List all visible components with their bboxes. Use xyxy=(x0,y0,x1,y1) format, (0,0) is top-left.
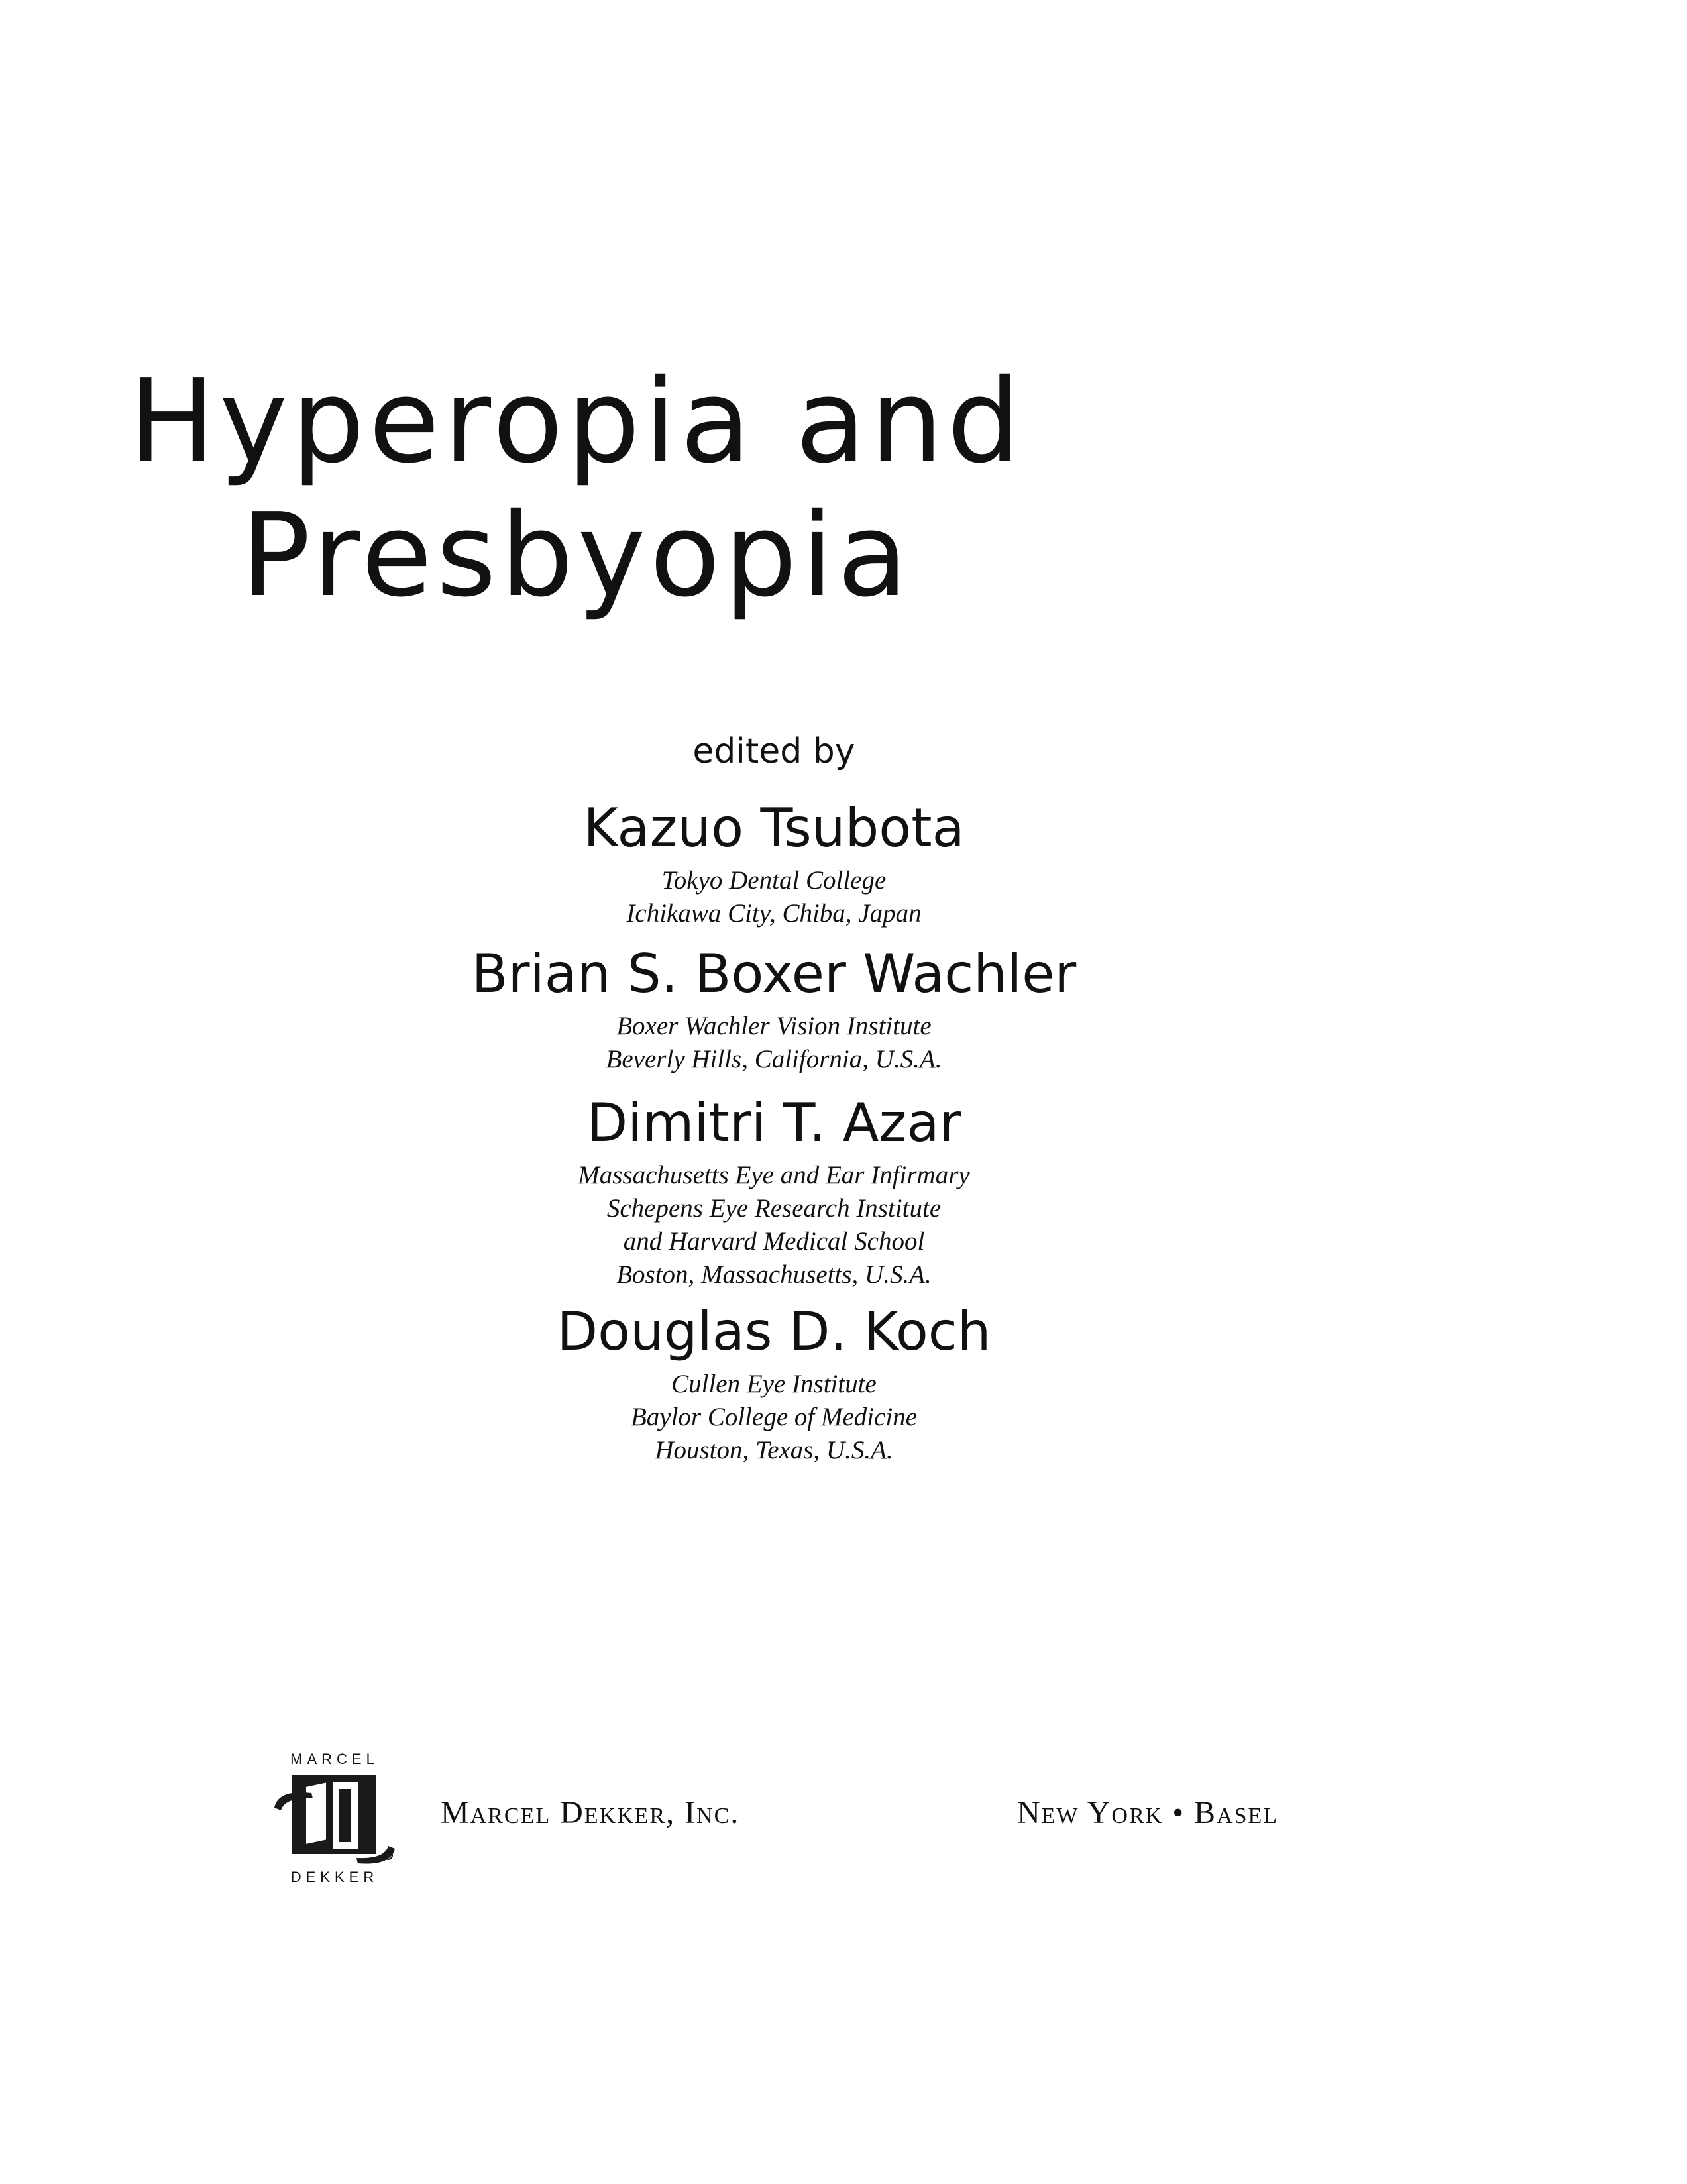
editor-name: Douglas D. Koch xyxy=(557,1301,991,1362)
affiliation-line: Ichikawa City, Chiba, Japan xyxy=(626,899,922,928)
editor-block xyxy=(0,797,1548,930)
book-title-line-1: Hyperopia and xyxy=(129,355,1024,489)
affiliation-line: and Harvard Medical School xyxy=(623,1227,925,1256)
affiliation-line: Tokyo Dental College xyxy=(661,866,887,895)
book-title-line-2: Presbyopia xyxy=(241,488,912,623)
editor-block xyxy=(0,1092,1548,1291)
affiliation-line: Houston, Texas, U.S.A. xyxy=(655,1436,893,1464)
editor-name: Dimitri T. Azar xyxy=(586,1092,961,1154)
affiliation-line: Boston, Massachusetts, U.S.A. xyxy=(616,1260,932,1289)
editor-affiliation xyxy=(0,1010,1548,1076)
edited-by-label: edited by xyxy=(692,732,855,771)
affiliation-line: Massachusetts Eye and Ear Infirmary xyxy=(578,1161,970,1189)
publisher-location: New York • Basel xyxy=(1017,1795,1279,1830)
affiliation-line: Baylor College of Medicine xyxy=(630,1403,918,1431)
publisher-logo-icon xyxy=(265,1749,404,1888)
editor-name: Brian S. Boxer Wachler xyxy=(471,943,1077,1005)
editor-block xyxy=(0,1301,1548,1467)
logo-bottom-text: DEKKER xyxy=(290,1869,379,1885)
affiliation-line: Cullen Eye Institute xyxy=(671,1370,877,1398)
publisher-name: Marcel Dekker, Inc. xyxy=(441,1795,740,1830)
editor-name: Kazuo Tsubota xyxy=(583,797,965,859)
logo-top-text: MARCEL xyxy=(290,1751,379,1767)
editor-affiliation xyxy=(0,864,1548,930)
affiliation-line: Beverly Hills, California, U.S.A. xyxy=(606,1045,942,1073)
affiliation-line: Schepens Eye Research Institute xyxy=(606,1194,942,1223)
affiliation-line: Boxer Wachler Vision Institute xyxy=(616,1012,932,1040)
editor-affiliation xyxy=(0,1368,1548,1467)
editor-block xyxy=(0,943,1548,1076)
editor-affiliation xyxy=(0,1159,1548,1291)
